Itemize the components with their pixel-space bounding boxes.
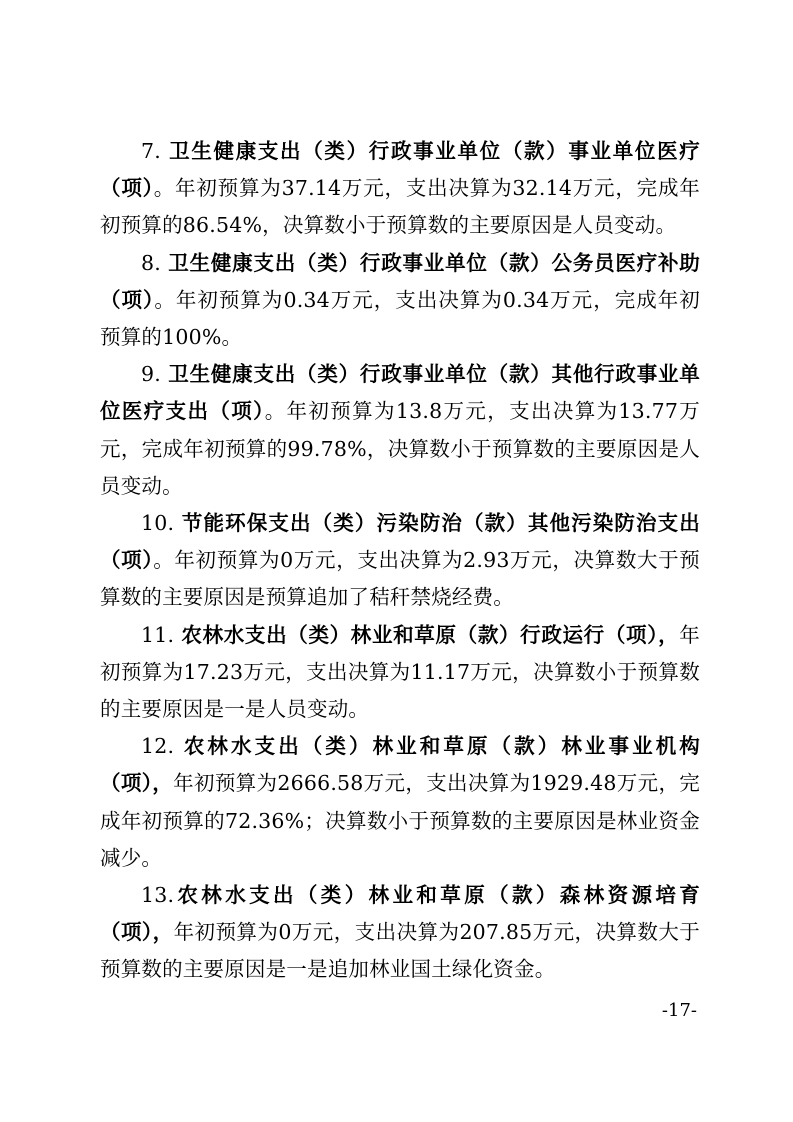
item-heading: 卫生健康支出（类）行政事业单位（款）事业单位医疗（项） <box>100 139 700 201</box>
item-heading: 农林水支出（类）林业和草原（款）林业事业机构（项）， <box>100 734 700 796</box>
document-body <box>100 133 700 989</box>
paragraph-item-12 <box>100 728 700 877</box>
item-heading: 卫生健康支出（类）行政事业单位（款）其他行政事业单位医疗支出（项） <box>100 362 700 424</box>
paragraph-item-8 <box>100 245 700 357</box>
item-heading: 卫生健康支出（类）行政事业单位（款）公务员医疗补助（项） <box>100 250 700 312</box>
item-number: 11. <box>141 622 182 647</box>
item-number: 13. <box>141 883 175 908</box>
item-body: 年初预算为17.23万元，支出决算为11.17万元，决算数小于预算数的主要原因是一是人员变动。 <box>100 622 700 722</box>
item-body: 。年初预算为0.34万元，支出决算为0.34万元，完成年初预算的100%。 <box>100 287 700 350</box>
item-body: 。年初预算为13.8万元，支出决算为13.77万元，完成年初预算的99.78%，决算数小于预算数的主要原因是人员变动。 <box>100 399 700 498</box>
paragraph-item-9 <box>100 356 700 505</box>
item-body: 年初预算为2666.58万元，支出决算为1929.48万元，完成年初预算的72.36%；决算数小于预算数的主要原因是林业资金减少。 <box>100 771 700 870</box>
item-number: 7. <box>141 139 170 163</box>
item-number: 12. <box>141 734 184 759</box>
item-heading: 节能环保支出（类）污染防治（款）其他污染防治支出（项） <box>100 511 700 573</box>
item-heading: 农林水支出（类）林业和草原（款）行政运行（项）， <box>181 622 680 647</box>
page-number: -17- <box>661 1000 697 1021</box>
item-number: 8. <box>141 250 169 275</box>
item-body: 。年初预算为0万元，支出决算为2.93万元，决算数大于预算数的主要原因是预算追加了秸秆禁烧经费。 <box>100 548 700 610</box>
paragraph-item-13 <box>100 877 700 989</box>
paragraph-item-10 <box>100 505 700 617</box>
item-body: 年初预算为0万元，支出决算为207.85万元，决算数大于预算数的主要原因是一是追加林业国土绿化资金。 <box>100 920 700 982</box>
paragraph-item-7 <box>100 133 700 245</box>
item-number: 10. <box>141 511 182 536</box>
item-body: 。年初预算为37.14万元，支出决算为32.14万元，完成年初预算的86.54%，决算数小于预算数的主要原因是人员变动。 <box>100 176 700 238</box>
paragraph-item-11 <box>100 617 700 729</box>
item-number: 9. <box>141 362 169 387</box>
item-heading: 农林水支出（类）林业和草原（款）森林资源培育（项）， <box>100 883 700 945</box>
